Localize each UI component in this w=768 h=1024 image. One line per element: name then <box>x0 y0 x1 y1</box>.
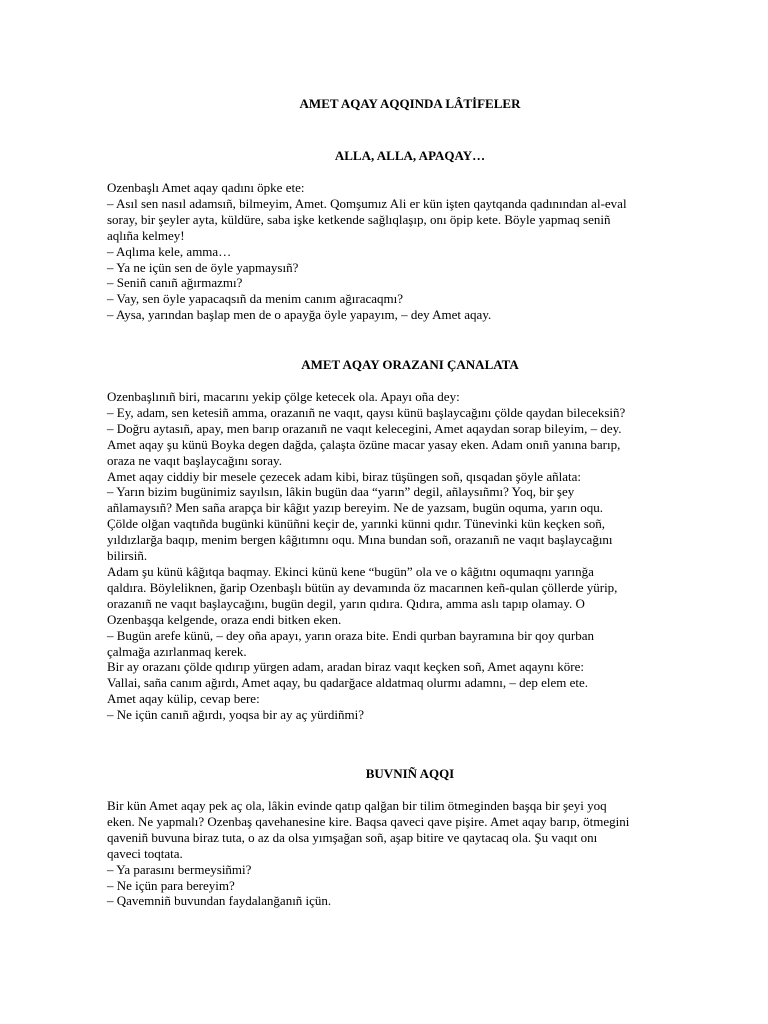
text-line: Çölde olğan vaqtıñda bugünki künüñni keçir de, yarınki künni qıdır. Tünevinki kün keçken soñ, <box>107 516 606 532</box>
text-line: – Seniñ canıñ ağırmazmı? <box>107 275 243 291</box>
text-line: qaveci toqtata. <box>107 845 183 861</box>
text-line: Amet aqay şu künü Boyka degen dağda, çalaşta özüne macar yasay eken. Adam onıñ yanına barıp, <box>107 436 621 452</box>
story-body-3 <box>107 798 717 909</box>
text-line: Bir ay orazanı çölde qıdırıp yürgen adam, aradan biraz vaqıt keçken soñ, Amet aqaynı köre: <box>107 659 584 675</box>
text-line: – Ya parasını bermeysiñmi? <box>107 861 252 877</box>
story-heading-2: AMET AQAY ORAZANI ÇANALATA <box>301 357 519 372</box>
text-line: Vallai, saña canım ağırdı, Amet aqay, bu qadarğace aldatmaq olurmı adamnı, – dep elem ete. <box>107 675 589 691</box>
text-line: añlamaysıñ? Men saña arapça bir kâğıt yazıp bereyim. Ne de yazsam, bugün oquma, yarın oqu. <box>107 500 603 516</box>
text-line: – Bugün arefe künü, – dey oña apayı, yarın oraza bite. Endi qurban bayramına bir qoy qurban <box>107 627 594 643</box>
text-line: Ozenbaşqa kelgende, oraza endi bitken eken. <box>107 611 342 627</box>
text-line: oraza ne vaqıt başlaycağını soray. <box>107 452 282 468</box>
text-line: – Ne içün canıñ ağırdı, yoqsa bir ay aç yürdiñmi? <box>107 707 365 723</box>
text-line: bilirsiñ. <box>107 548 148 564</box>
text-line: Bir kün Amet aqay pek aç ola, lâkin evinde qatıp qalğan bir tilim ötmeginden başqa bir şeyi yoq <box>107 798 607 813</box>
text-line: Amet aqay külip, cevap bere: <box>107 691 260 707</box>
text-line: – Ne içün para bereyim? <box>107 877 235 893</box>
text-line: – Ey, adam, sen ketesiñ amma, orazanıñ ne vaqıt, qaysı künü başlaycağını çölde qaydan bileceksiñ? <box>107 404 626 420</box>
text-line: eken. Ne yapmalı? Ozenbaş qavehanesine kire. Baqsa qaveci qave pişire. Amet aqay barıp, ötmegini <box>107 813 630 829</box>
text-line: – Doğru aytasıñ, apay, men barıp orazanıñ ne vaqıt kelecegini, Amet aqaydan sorap bileyim, – dey. <box>107 420 622 436</box>
text-line: Amet aqay ciddiy bir mesele çezecek adam kibi, biraz tüşüngen soñ, qısqadan şöyle añlata: <box>107 468 581 484</box>
text-line: – Yarın bizim bugünimiz sayılsın, lâkin bugün daa “yarın” degil, añlaysıñmı? Yoq, bir şey <box>107 484 575 500</box>
text-line: yıldızlarğa baqıp, menim bergen kâğıtımnı oqu. Mına bundan soñ, orazanıñ ne vaqıt başlaycağını <box>107 532 613 548</box>
text-line: – Aysa, yarından başlap men de o apayğa öyle yapayım, – dey Amet aqay. <box>107 307 492 323</box>
text-line: – Vay, sen öyle yapacaqsıñ da menim canım ağıracaqmı? <box>107 291 404 307</box>
text-line: Ozenbaşlı Amet aqay qadını öpke ete: <box>107 180 305 195</box>
text-line: – Ya ne içün sen de öyle yapmaysıñ? <box>107 259 299 275</box>
text-line: – Aqlıma kele, amma… <box>107 243 232 259</box>
story-heading-3: BUVNIÑ AQQI <box>365 766 455 781</box>
document-title: AMET AQAY AQQINDA LÂTİFELER <box>299 96 521 111</box>
text-line: çalmağa azırlanmaq kerek. <box>107 643 247 659</box>
story-heading-1: ALLA, ALLA, APAQAY… <box>334 148 486 163</box>
text-line: soray, bir şeyler ayta, küldüre, saba işke ketkende sağlıqlaşıp, onı öpip kete. Böyle yapmaq seniñ <box>107 211 611 227</box>
text-line: aqlıña kelmey! <box>107 227 185 243</box>
text-line: – Asıl sen nasıl adamsıñ, bilmeyim, Amet. Qomşumız Ali er kün işten qaytqanda qadınından al-eval <box>107 195 627 211</box>
text-line: orazanıñ ne vaqıt başlaycağını, bugün degil, yarın qıdıra. Qıdıra, amma aslı tapıp olamay. O <box>107 595 585 611</box>
text-line: Adam şu künü kâğıtqa baqmay. Ekinci künü kene “bugün” ola ve o kâğıtnı oqumaqnı yarınğa <box>107 563 594 579</box>
text-line: Ozenbaşlınıñ biri, macarını yekip çölge ketecek ola. Apayı oña dey: <box>107 389 460 404</box>
story-body-1 <box>107 180 717 323</box>
story-body-2 <box>107 389 717 723</box>
text-line: qaldıra. Böyleliknen, ğarip Ozenbaşlı bütün ay devamında öz macarınen keñ-qulan çöllerde yürip, <box>107 579 618 595</box>
text-line: qaveniñ buvuna biraz tuta, o az da olsa yımşağan soñ, aşap bitire ve qaytacaq ola. Şu vaqıt onı <box>107 829 598 845</box>
text-line: – Qavemniñ buvundan faydalanğanıñ içün. <box>107 893 332 909</box>
